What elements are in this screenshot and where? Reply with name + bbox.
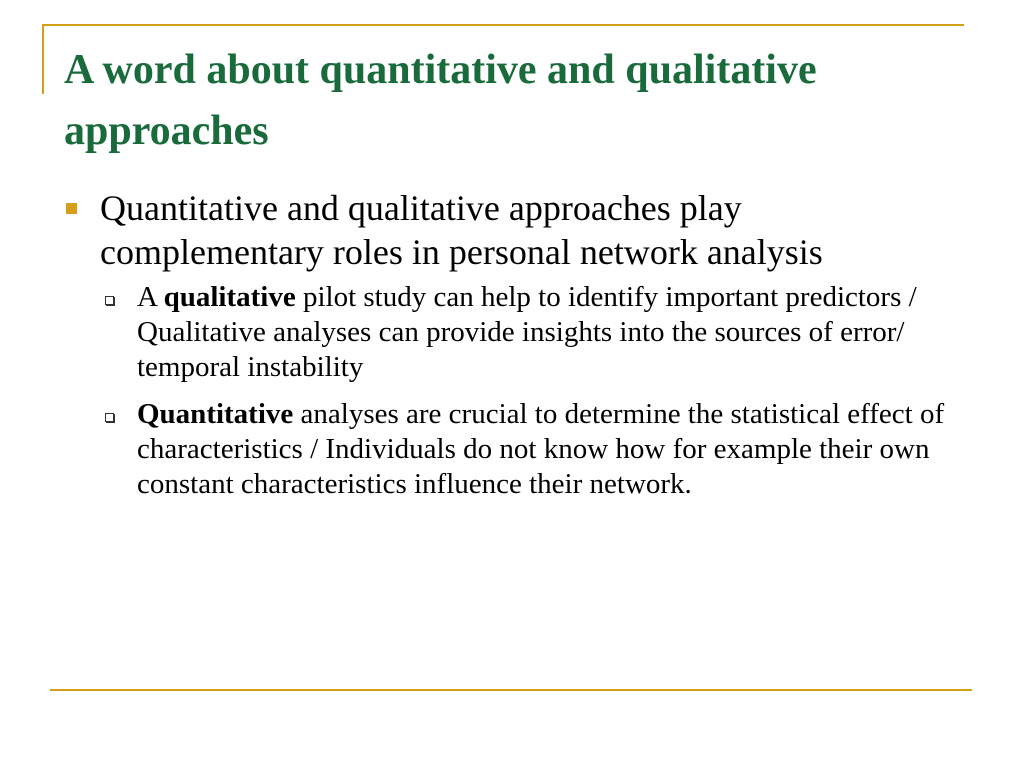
slide-body xyxy=(60,186,970,514)
bullet-main xyxy=(60,186,970,274)
sub-bullet-lead: A xyxy=(137,281,164,313)
footer-accent-line xyxy=(50,689,972,691)
sub-bullet-bold-term: Quantitative xyxy=(137,398,294,430)
square-bullet-icon xyxy=(66,203,77,214)
title-accent-horizontal-line xyxy=(42,24,964,26)
title-accent-vertical-line xyxy=(42,24,44,94)
sub-bullet-text: pilot study can help to identify important predictors / Qualitative analyses can provide insights into the sources of error/ temporal instability xyxy=(137,281,917,383)
sub-bullet-bold-term: qualitative xyxy=(163,281,296,313)
hollow-square-bullet-icon xyxy=(105,413,114,422)
bullet-main-text: Quantitative and qualitative approaches play complementary roles in personal network analysis xyxy=(100,188,823,272)
sub-bullet-text: analyses are crucial to determine the statistical effect of characteristics / Individuals do not know how for example their own constant characteristics influence their network. xyxy=(137,398,945,500)
sub-bullet-quantitative xyxy=(60,397,970,502)
hollow-square-bullet-icon xyxy=(105,296,114,305)
slide-title: A word about quantitative and qualitative approaches xyxy=(64,47,817,154)
sub-bullet-qualitative xyxy=(60,280,970,385)
